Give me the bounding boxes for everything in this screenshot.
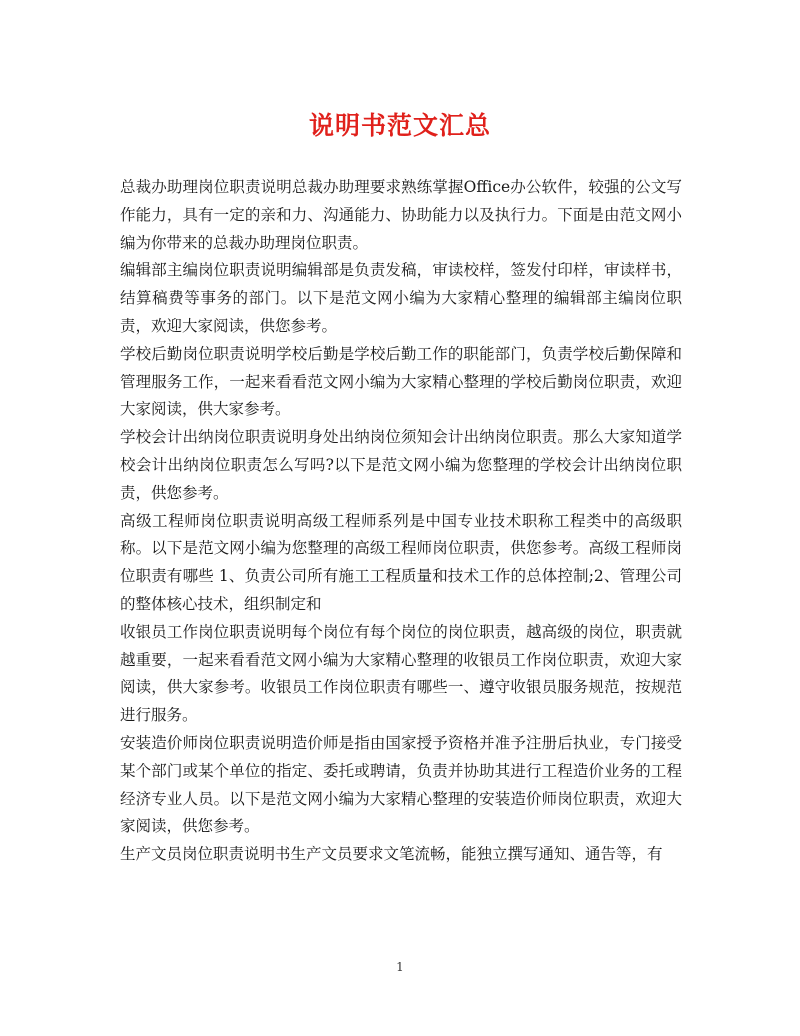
paragraph-production-clerk: 生产文员岗位职责说明书生产文员要求文笔流畅，能独立撰写通知、通告等，有 bbox=[120, 845, 663, 864]
paragraph-cashier: 收银员工作岗位职责说明每个岗位有每个岗位的岗位职责，越高级的岗位，职责就越重要，一起来看看范文网小编为大家精心整理的收银员工作岗位职责，欢迎大家阅读，供大家参考。收银员工作岗位职责有哪些一、遵守收银员服务规范，按规范进行服务。 bbox=[120, 622, 682, 725]
page-number: 1 bbox=[396, 960, 404, 974]
paragraph-executive-assistant: 总裁办助理岗位职责说明总裁办助理要求熟练掌握Office办公软件，较强的公文写作能力，具有一定的亲和力、沟通能力、协助能力以及执行力。下面是由范文网小编为你带来的总裁办助理岗位职责。 bbox=[120, 178, 682, 252]
paragraph-cost-engineer: 安装造价师岗位职责说明造价师是指由国家授予资格并准予注册后执业，专门接受某个部门或某个单位的指定、委托或聘请，负责并协助其进行工程造价业务的工程经济专业人员。以下是范文网小编为大家精心整理的安装造价师岗位职责，欢迎大家阅读，供您参考。 bbox=[120, 733, 682, 836]
paragraph-school-logistics: 学校后勤岗位职责说明学校后勤是学校后勤工作的职能部门，负责学校后勤保障和管理服务工作，一起来看看范文网小编为大家精心整理的学校后勤岗位职责，欢迎大家阅读，供大家参考。 bbox=[120, 344, 682, 419]
paragraph-school-cashier: 学校会计出纳岗位职责说明身处出纳岗位须知会计出纳岗位职责。那么大家知道学校会计出纳岗位职责怎么写吗?以下是范文网小编为您整理的学校会计出纳岗位职责，供您参考。 bbox=[120, 428, 682, 502]
paragraph-senior-engineer: 高级工程师岗位职责说明高级工程师系列是中国专业技术职称工程类中的高级职称。以下是范文网小编为您整理的高级工程师岗位职责，供您参考。高级工程师岗位职责有哪些 1、负责公司所有施工工程质量和技术工作的总体控制;2、管理公司的整体核心技术，组织制定和 bbox=[120, 511, 682, 613]
document-title: 说明书范文汇总 bbox=[308, 111, 491, 140]
paragraph-editor-in-chief: 编辑部主编岗位职责说明编辑部是负责发稿，审读校样，签发付印样，审读样书，结算稿费等事务的部门。以下是范文网小编为大家精心整理的编辑部主编岗位职责，欢迎大家阅读，供您参考。 bbox=[120, 261, 682, 335]
document-body bbox=[120, 174, 682, 869]
